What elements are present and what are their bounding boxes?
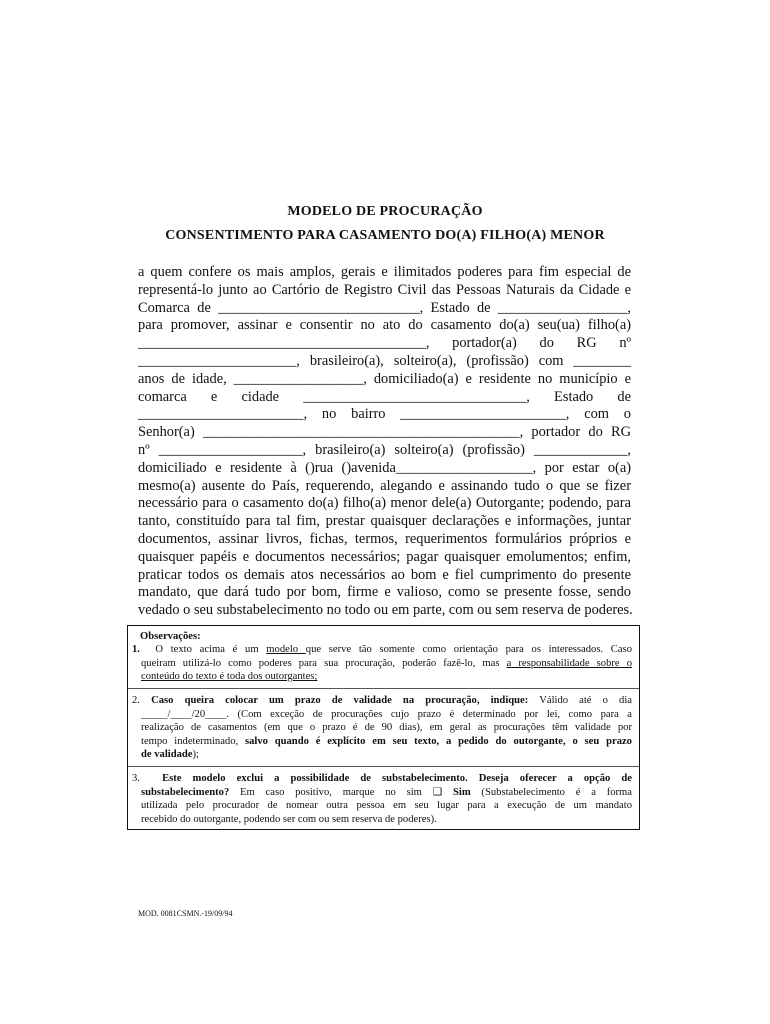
body-line: representá-lo junto ao Cartório de Registro Civil das Pessoas Naturais da Cidade e <box>138 281 631 298</box>
observation-item-1: 1. O texto acima é um modelo que serve tão somente como orientação para os interessados. Caso queiram utilizá-lo como poderes para sua procuração, poderão fazê-lo, mas a responsabilidade sobre o conteúdo do texto é toda dos outorgantes; <box>132 644 632 683</box>
body-line: mandato, que dará tudo por bom, firme e valioso, como se presente fosse, sendo <box>138 584 631 601</box>
checkbox-icon[interactable]: ❑ <box>432 786 443 798</box>
item-number: 1. <box>132 644 140 655</box>
item-number: 3. <box>132 773 140 784</box>
document-subtitle: CONSENTIMENTO PARA CASAMENTO DO(A) FILHO(A) MENOR <box>165 228 605 243</box>
body-line: ______________________, brasileiro(a), solteiro(a), (profissão) com ________ <box>138 352 631 369</box>
body-paragraph <box>138 264 631 620</box>
body-line: anos de idade, __________________, domiciliado(a) e residente no município e <box>138 370 631 387</box>
body-line: nº ____________________, brasileiro(a) solteiro(a) (profissão) _____________, <box>138 441 631 458</box>
body-line: necessário para o casamento do(a) filho(a) menor dele(a) Outorgante; podendo, para <box>138 495 631 512</box>
body-line: a quem confere os mais amplos, gerais e ilimitados poderes para fim especial de <box>138 264 631 280</box>
form-code-footer: MOD. 0081CSMN.-19/09/94 <box>138 909 233 918</box>
observation-item-3: 3. Este modelo exclui a possibilidade de substabelecimento. Deseja oferecer a opção de substabelecimento? Em caso positivo, marque no sim ❑ Sim (Substabelecimento é a forma utilizada pelo procurador de nomear outra pessoa em seu lugar para a execução de um mandato recebido do outorgante, podendo ser com ou sem reserva de poderes). <box>132 773 633 825</box>
body-line: mesmo(a) ausente do País, requerendo, alegando e assinando tudo o que se fizer <box>138 477 631 494</box>
item-number: 2. <box>132 695 140 706</box>
body-line: _______________________, no bairro _______________________, com o <box>138 406 631 423</box>
body-line: domiciliado e residente à ()rua ()avenida___________________, por estar o(a) <box>138 459 631 476</box>
observations-heading: Observações: <box>140 631 201 642</box>
divider <box>128 688 639 689</box>
body-line: Senhor(a) ____________________________________________, portador do RG <box>138 424 631 441</box>
observations-box <box>127 625 640 830</box>
body-line: quaisquer papéis e documentos necessários; pagar quaisquer emolumentos; enfim, <box>138 548 631 565</box>
body-line: comarca e cidade _______________________________, Estado de <box>138 388 631 405</box>
body-line: ________________________________________, portador(a) do RG nº <box>138 335 631 352</box>
body-line: tanto, constituído para tal fim, prestar quaisquer declarações e informações, juntar <box>138 513 631 530</box>
body-line: praticar todos os demais atos necessários ao bom e fiel cumprimento do presente <box>138 566 631 583</box>
body-line: para promover, assinar e consentir no ato do casamento do(a) seu(ua) filho(a) <box>138 317 631 334</box>
document-title: MODELO DE PROCURAÇÃO <box>287 204 483 219</box>
body-line: vedado o seu substabelecimento no todo ou em parte, com ou sem reserva de poderes. <box>138 602 633 619</box>
body-line: documentos, assinar livros, fichas, termos, requerimentos formulários próprios e <box>138 530 631 547</box>
divider <box>128 766 639 767</box>
observation-item-2: 2. Caso queira colocar um prazo de validade na procuração, indique: Válido até o dia _____/____/20____. (Com exceção de procurações cujo prazo é determinado por lei, como para a realização de casamentos (em que o prazo é de 90 dias), em geral as procurações têm validade por tempo indeterminado, salvo quando é explícito em seu texto, a pedido do outorgante, o seu prazo de validade); <box>132 695 632 761</box>
body-line: Comarca de ____________________________, Estado de __________________, <box>138 299 631 316</box>
